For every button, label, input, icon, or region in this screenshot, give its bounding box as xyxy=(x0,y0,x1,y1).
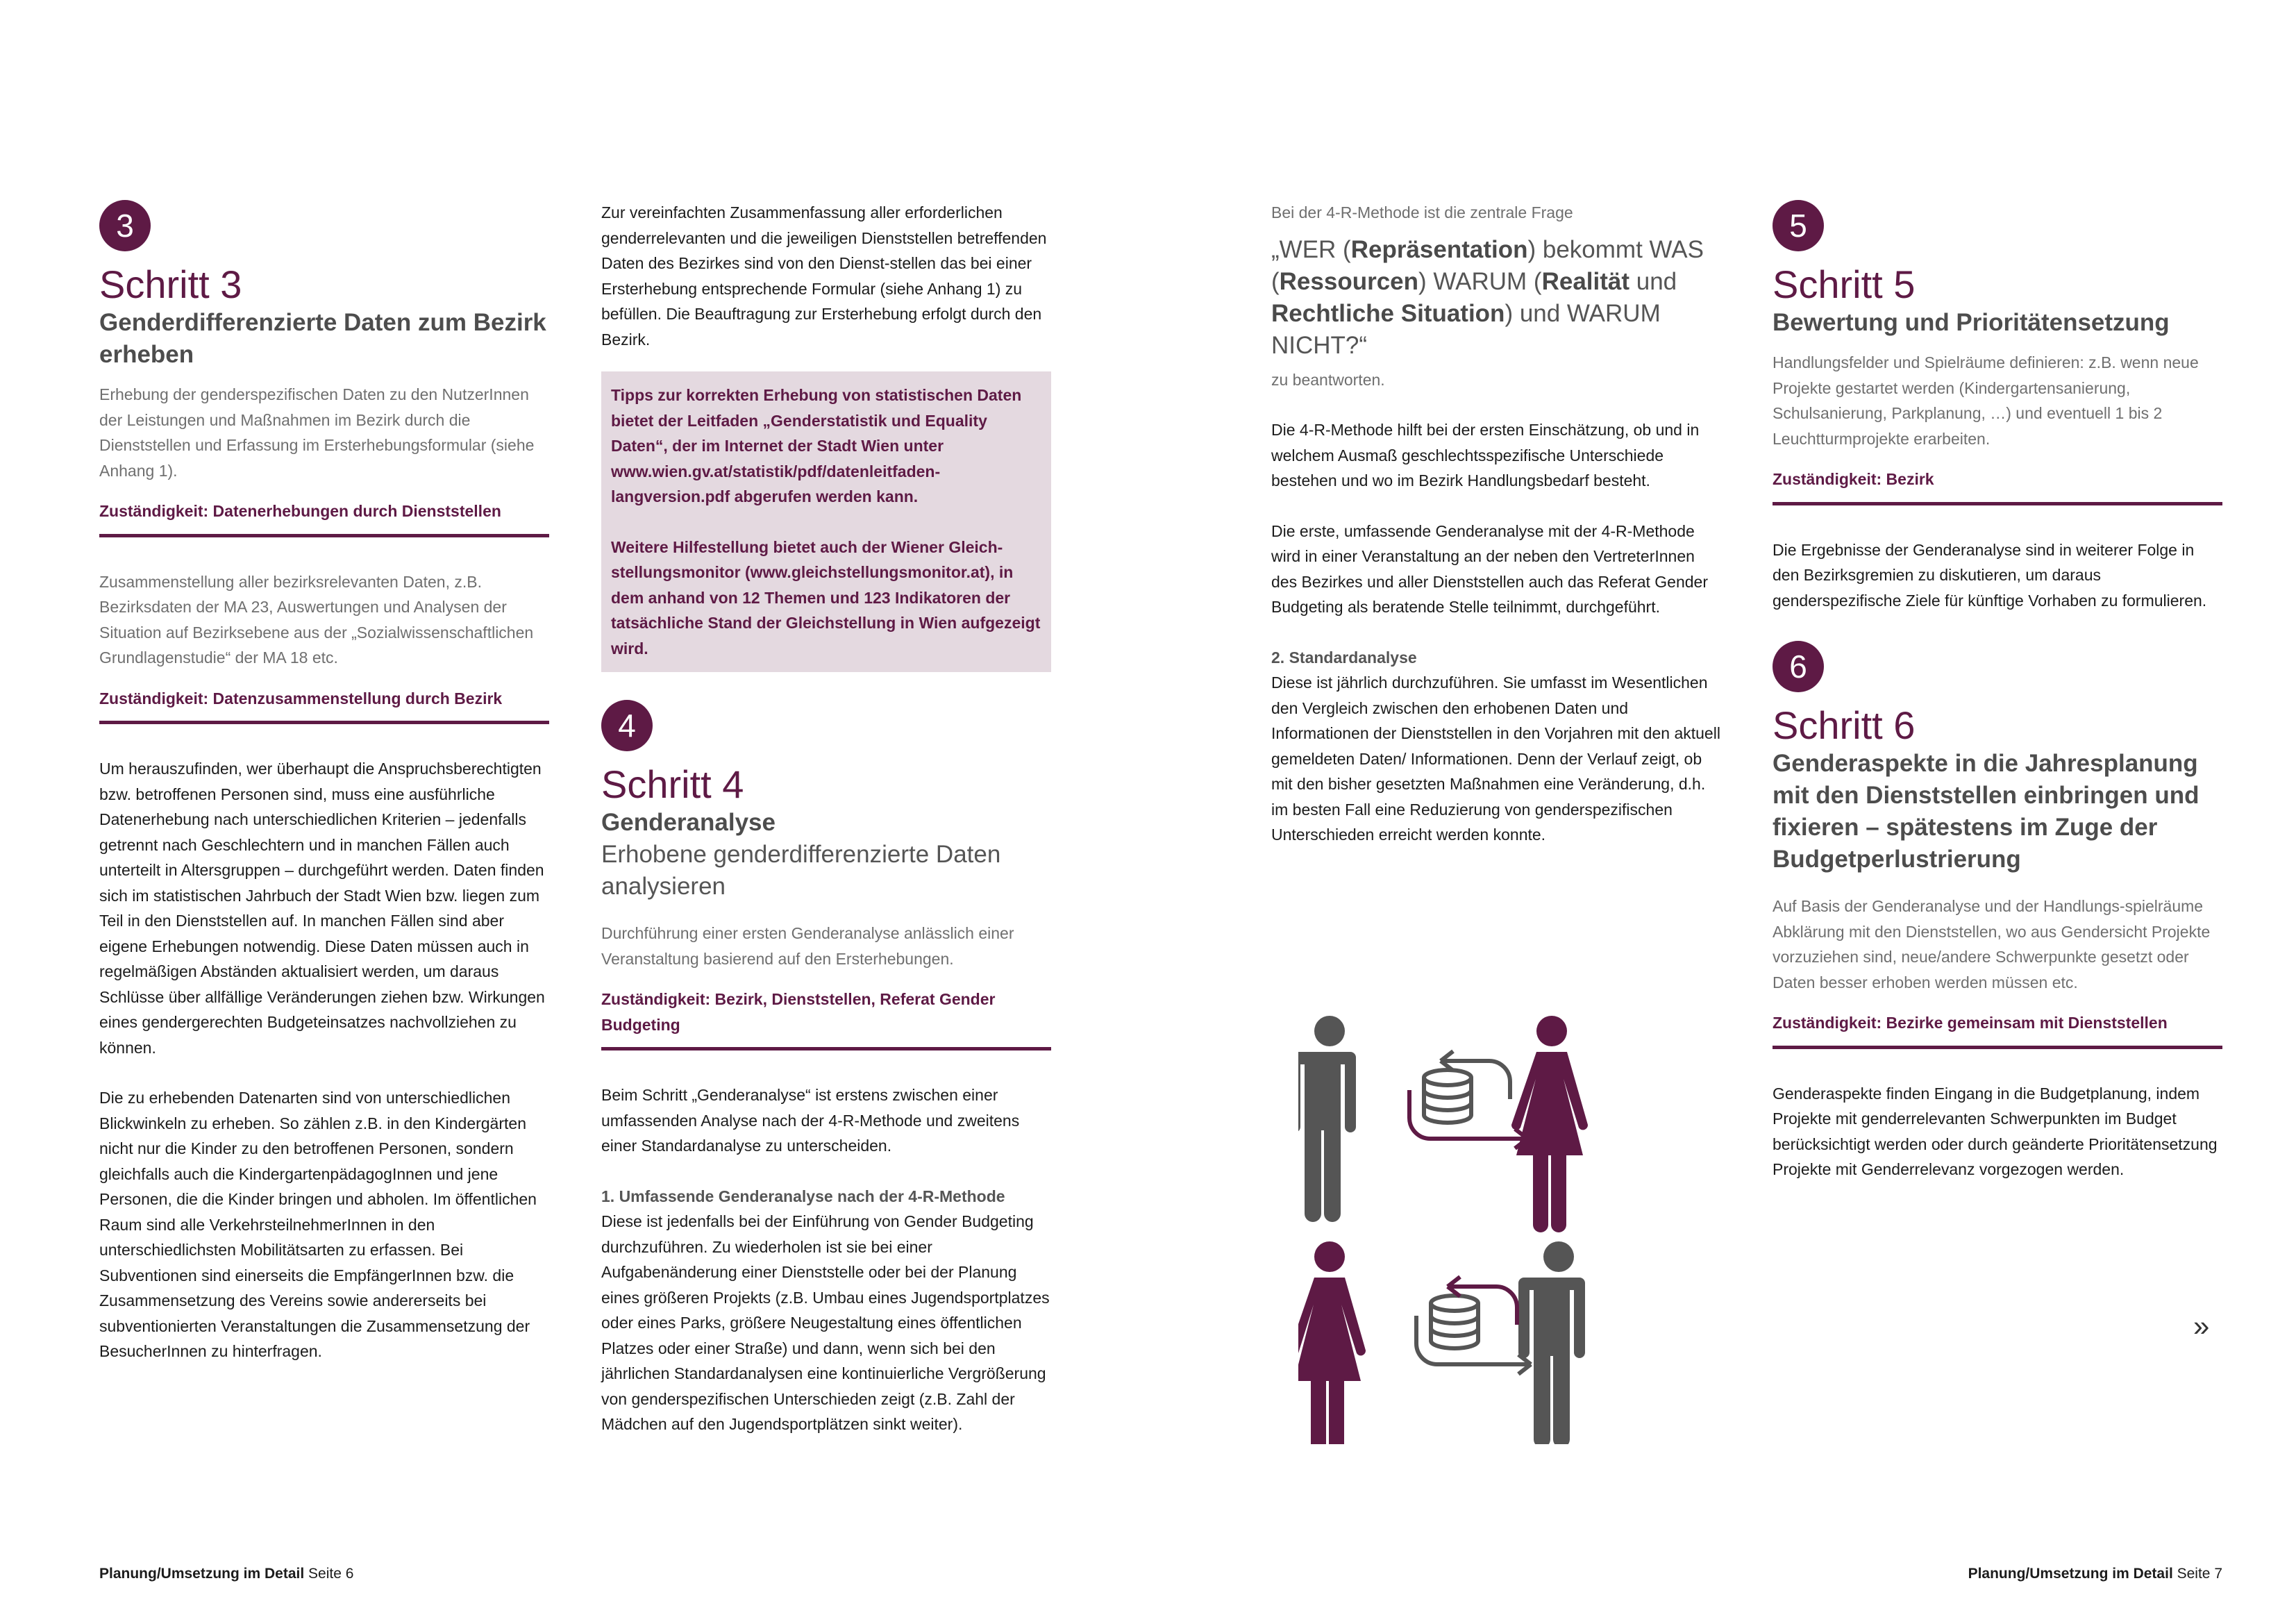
body-paragraph: Zur vereinfachten Zusammenfassung aller erforderlichen genderrelevanten und die jeweiligen Dienststellen betreffenden Daten des Bezirkes sind von den Dienst-stellen das bei einer Ersterhebung entsprechende Formular (siehe Anhang 1) zu befüllen. Die Beauftragung zur Ersterhebung erfolgt durch den Bezirk. xyxy=(601,203,1047,349)
step-subtitle: Bewertung und Prioritätensetzung xyxy=(1773,309,2170,336)
footer-section: Planung/Umsetzung im Detail xyxy=(99,1566,305,1582)
body-paragraph: Die Ergebnisse der Genderanalyse sind in weiterer Folge in den Bezirksgremien zu diskutieren, um daraus genderspezifische Ziele für künftige Vorhaben zu formulieren. xyxy=(1773,540,2207,610)
step-number-badge: 3 xyxy=(99,200,151,251)
arrow-right-icon xyxy=(1416,1316,1531,1364)
tip-box xyxy=(601,371,1051,672)
quote-part: und xyxy=(1629,267,1677,295)
footer-right xyxy=(1968,1564,2222,1584)
quote-keyword: Ressourcen xyxy=(1279,267,1419,295)
page-number: Seite 6 xyxy=(304,1566,354,1582)
body-paragraph: Genderaspekte finden Eingang in die Budgetplanung, indem Projekte mit genderrelevanten Schwerpunkten im Budget berücksichtigt werden oder durch geänderte Prioritätensetzung Projekte mit Genderrelevanz vorgezogen werden. xyxy=(1773,1084,2218,1178)
step-description: Erhebung der genderspezifischen Daten zu den NutzerInnen der Leistungen und Maßnahmen im Bezirk durch die Dienststellen und Erfassung im Ersterhebungsformular (siehe Anhang 1). xyxy=(99,385,535,480)
body-paragraph: Diese ist jedenfalls bei der Einführung von Gender Budgeting durchzuführen. Zu wiederholen ist sie bei einer Aufgabenänderung einer Dienststelle oder bei der Planung eines größeren Projekts (z.B. Umbau eines Jugendsportplatzes oder eines Parks, größere Neugestaltung eines öffentlichen Platzes oder einer Straße) und dann, wenn sich bei den jährlichen Standardanalysen eine kontinuierliche Vergrößerung von genderspezifischen Unterschieden zeigt (z.B. Zahl der Mädchen auf den Jugendsportplätzen sinkt weiter). xyxy=(601,1212,1050,1433)
step-number-badge: 4 xyxy=(601,700,653,751)
quote-part: ) und WARUM NICHT?“ xyxy=(1271,299,1661,359)
step-description: Handlungsfelder und Spielräume definieren: z.B. wenn neue Projekte gestartet werden (Kindergartensanierung, Schulsanierung, Parkplanung, …) und eventuell 1 bis 2 Leuchtturmprojekte erarbeiten. xyxy=(1773,353,2199,448)
quote-part: „WER ( xyxy=(1271,235,1351,263)
step-number-badge: 5 xyxy=(1773,200,1824,251)
footer-section: Planung/Umsetzung im Detail xyxy=(1968,1566,2173,1582)
column-step-4 xyxy=(601,200,1051,1437)
body-paragraph: Die 4-R-Methode hilft bei der ersten Einschätzung, ob und in welchem Ausmaß geschlechtsspezifische Unterschiede bestehen und wo im Bezirk Handlungsbedarf besteht. xyxy=(1271,421,1700,489)
quote-keyword: Realität xyxy=(1541,267,1630,295)
step-number-badge: 6 xyxy=(1773,641,1824,692)
step-title: Schritt 6 xyxy=(1773,703,1916,747)
body-paragraph: Um herauszufinden, wer überhaupt die Anspruchsberechtigten bzw. betroffenen Personen sind, muss eine ausführliche Datenerhebung nach unterschiedlichen Kriterien – jedenfalls getrennt nach Geschlechtern und in manchen Fällen auch unterteilt in Altersgruppen – durchgeführt werden. Daten finden sich im statistischen Jahrbuch der Stadt Wien bzw. liegen zum Teil in den Dienststellen auf. In manchen Fällen sind aber eigene Erhebungen notwendig. Diese Daten müssen auch in regelmäßigen Abständen aktualisiert werden, um daraus Schlüsse über allfällige Veränderungen ziehen bzw. Wirkungen eines gendergerechten Budgeteinsatzes nachvollziehen zu können. xyxy=(99,760,545,1057)
step-subtitle-secondary: Erhobene genderdifferenzierte Daten analysieren xyxy=(601,841,1001,900)
coins-icon xyxy=(1431,1296,1478,1348)
footer-left xyxy=(99,1564,353,1584)
column-4r-method xyxy=(1271,200,1721,848)
step-description: Auf Basis der Genderanalyse und der Handlungs-spielräume Abklärung mit den Dienststellen, wo aus Gendersicht Projekte vorzuziehen sind, neue/andere Schwerpunkte gesetzt oder Daten besser erhoben werden müssen etc. xyxy=(1773,897,2211,991)
tip-text: Tipps zur korrekten Erhebung von statistischen Daten bietet der Leitfaden „Genderstatistik und Equality Daten“, der im Internet der Stadt Wien unter www.wien.gv.at/statistik/pdf/datenleitfaden-langversion.pdf abgerufen werden kann. xyxy=(611,386,1022,505)
body-paragraph: Beim Schritt „Genderanalyse“ ist erstens zwischen einer umfassenden Analyse nach der 4-R-Methode und zweitens einer Standardanalyse zu unterscheiden. xyxy=(601,1086,1020,1155)
central-question-quote xyxy=(1271,234,1721,362)
lead-text: zu beantworten. xyxy=(1271,370,1385,389)
step-title: Schritt 3 xyxy=(99,262,242,306)
section-heading: 2. Standardanalyse xyxy=(1271,648,1417,667)
continue-chevron-icon[interactable]: » xyxy=(2193,1309,2210,1342)
body-paragraph: Die erste, umfassende Genderanalyse mit der 4-R-Methode wird in einer Veranstaltung an der neben den VertreterInnen des Bezirkes und aller Dienststellen auch das Referat Gender Budgeting als beratende Stelle teilnimmt, durchgeführt. xyxy=(1271,521,1709,616)
step-subtitle: Genderdifferenzierte Daten zum Bezirk erheben xyxy=(99,309,546,368)
step-subtitle: Genderaspekte in die Jahresplanung mit den Dienststellen einbringen und fixieren – spätestens im Zuge der Budgetperlustrierung xyxy=(1773,750,2199,873)
male-figure-icon xyxy=(1298,1016,1356,1222)
quote-part: ) bekommt WAS ( xyxy=(1271,235,1704,295)
quote-keyword: Repräsentation xyxy=(1350,235,1528,263)
page-number: Seite 7 xyxy=(2172,1566,2222,1582)
column-steps-5-6 xyxy=(1773,200,2222,1182)
lead-text: Bei der 4-R-Methode ist die zentrale Frage xyxy=(1271,203,1573,221)
coins-icon xyxy=(1424,1070,1471,1123)
gender-resources-illustration xyxy=(1298,1014,1590,1444)
responsibility-line: Zuständigkeit: Bezirk xyxy=(1773,467,2222,505)
female-figure-icon xyxy=(1511,1016,1588,1232)
step-description: Zusammenstellung aller bezirksrelevanten Daten, z.B. Bezirksdaten der MA 23, Auswertungen und Analysen der Situation auf Bezirksebene aus der „Sozialwissenschaftlichen Grundlagenstudie“ der MA 18 etc. xyxy=(99,572,534,667)
step-subtitle: Genderanalyse xyxy=(601,809,776,836)
female-figure-icon xyxy=(1298,1241,1366,1444)
responsibility-line: Zuständigkeit: Datenerhebungen durch Dienststellen xyxy=(99,499,549,537)
quote-part: ) WARUM ( xyxy=(1418,267,1542,295)
body-paragraph: Die zu erhebenden Datenarten sind von unterschiedlichen Blickwinkeln zu erheben. So zählen z.B. in den Kindergärten nicht nur die Kinder zu den betroffenen Personen, sondern gleichfalls auch die KindergartenpädagogInnen und jene Personen, die die Kinder bringen und abholen. Im öffentlichen Raum sind alle VerkehrsteilnehmerInnen in den unterschiedlichsten Mobilitätsarten zu erfassen. Bei Subventionen sind einerseits die EmpfängerInnen bzw. die Zusammensetzung des Vereins sowie andererseits bei subventionierten Veranstaltungen die Zusammensetzung der BesucherInnen zu hinterfragen. xyxy=(99,1089,537,1360)
tip-text: Weitere Hilfestellung bietet auch der Wiener Gleich-stellungsmonitor (www.gleichstellungsmonitor.at), in dem anhand von 12 Themen und 123 Indikatoren der tatsächliche Stand der Gleichstellung in Wien aufgezeigt wird. xyxy=(611,537,1041,658)
step-description: Durchführung einer ersten Genderanalyse anlässlich einer Veranstaltung basierend auf den Ersterhebungen. xyxy=(601,924,1014,968)
responsibility-line: Zuständigkeit: Bezirke gemeinsam mit Dienststellen xyxy=(1773,1010,2222,1049)
section-heading: 1. Umfassende Genderanalyse nach der 4-R-Methode xyxy=(601,1187,1005,1205)
body-paragraph: Diese ist jährlich durchzuführen. Sie umfasst im Wesentlichen den Vergleich zwischen den erhobenen Daten und Informationen der Dienststellen in den Vorjahren mit den aktuell gemeldeten Daten/ Informationen. Denn der Verlauf zeigt, ob mit den bisher gesetzten Maßnahmen eine Veränderung, d.h. im besten Fall eine Reduzierung von genderspezifischen Unterschieden erreicht werden konnte. xyxy=(1271,673,1720,844)
responsibility-line: Zuständigkeit: Bezirk, Dienststellen, Referat Gender Budgeting xyxy=(601,987,1051,1050)
responsibility-line: Zuständigkeit: Datenzusammenstellung durch Bezirk xyxy=(99,686,549,725)
step-title: Schritt 5 xyxy=(1773,262,1916,306)
step-title: Schritt 4 xyxy=(601,762,744,806)
column-step-3 xyxy=(99,200,549,1364)
male-figure-icon xyxy=(1518,1241,1585,1444)
quote-keyword: Rechtliche Situation xyxy=(1271,299,1505,327)
